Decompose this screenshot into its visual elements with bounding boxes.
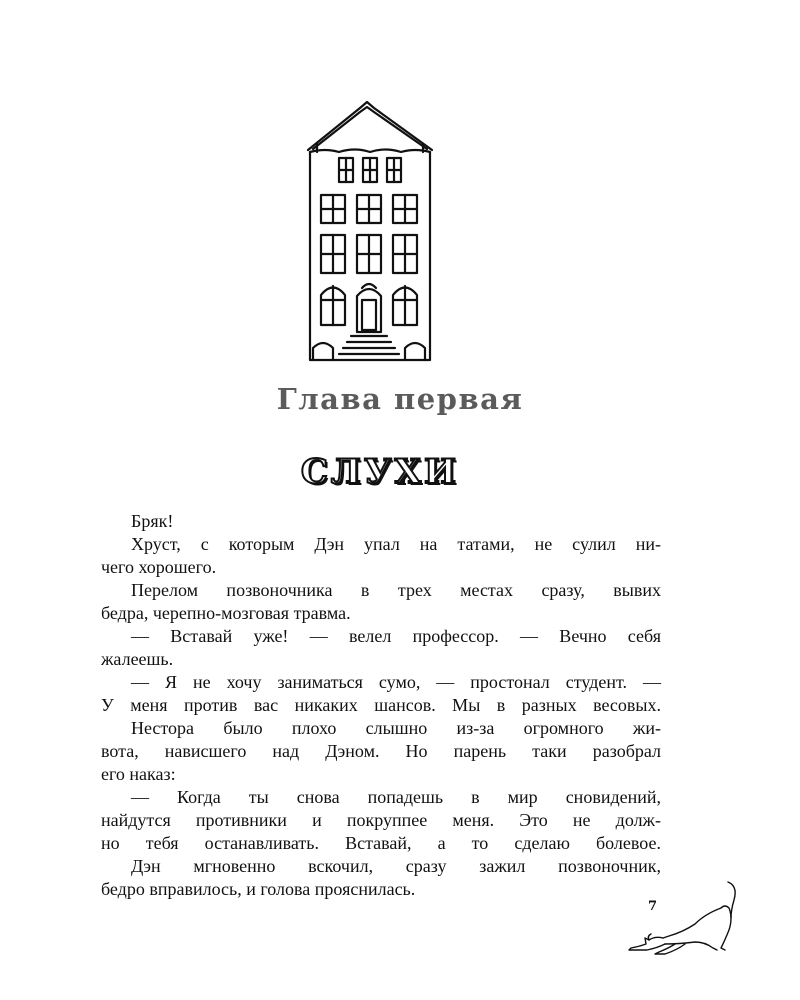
- text-line: Хруст, с которым Дэн упал на татами, не сулил ни-: [131, 534, 661, 554]
- text-line: Бряк!: [131, 511, 174, 531]
- chapter-label: Глава первая: [276, 382, 524, 416]
- house-illustration: [305, 100, 435, 365]
- text-line: но тебя останавливать. Вставай, а то сделаю болевое.: [101, 833, 661, 853]
- text-line: Нестора было плохо слышно из-за огромного жи-: [131, 718, 661, 738]
- body-text: [101, 510, 661, 901]
- text-line: найдутся противники и покруппее меня. Это не долж-: [101, 810, 661, 830]
- text-line: — Я не хочу заниматься сумо, — простонал студент. —: [131, 672, 661, 692]
- text-line: его наказ:: [101, 764, 176, 784]
- text-line: бедра, черепно-мозговая травма.: [101, 603, 351, 623]
- text-line: чего хорошего.: [101, 557, 217, 577]
- text-line: бедро вправилось, и голова прояснилась.: [101, 879, 416, 899]
- text-line: Дэн мгновенно вскочил, сразу зажил позвоночник,: [131, 856, 661, 876]
- text-line: — Вставай уже! — велел профессор. — Вечно себя: [131, 626, 661, 646]
- page-number: 7: [648, 899, 658, 914]
- text-line: — Когда ты снова попадешь в мир сновидений,: [131, 787, 661, 807]
- text-line: вота, нависшего над Дэном. Но парень таки разобрал: [101, 741, 661, 761]
- text-line: жалеешь.: [101, 649, 174, 669]
- text-line: У меня против вас никаких шансов. Мы в разных весовых.: [101, 695, 661, 715]
- stretching-cat-icon: [625, 878, 745, 958]
- text-line: Перелом позвоночника в трех местах сразу, вывих: [131, 580, 661, 600]
- chapter-title: СЛУХИ: [300, 452, 460, 492]
